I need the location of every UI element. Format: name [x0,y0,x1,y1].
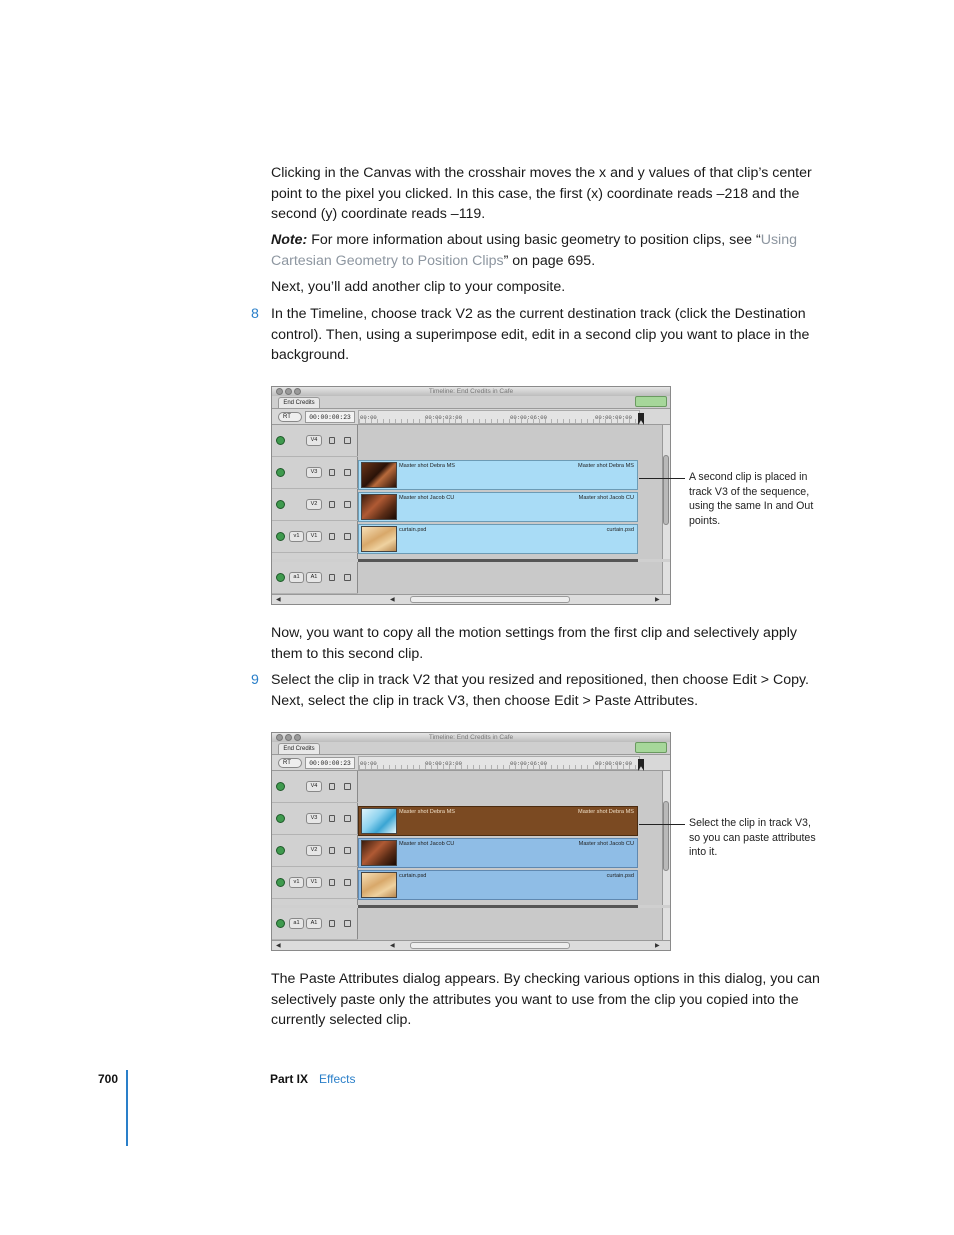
clip-name: Master shot Jacob CU [399,841,455,847]
track-destination-v4[interactable]: V4 [306,781,322,792]
clip-v2[interactable] [358,492,638,522]
video-scroll-thumb[interactable] [663,801,669,871]
track-destination-v3[interactable]: V3 [306,467,322,478]
ruler-label: 00:00 [360,414,377,421]
source-control-a1[interactable]: a1 [289,918,304,929]
sequence-tab[interactable]: End Credits [278,397,320,408]
timeline-bottom-bar [272,594,670,604]
lock-icon[interactable] [329,437,335,444]
track-row-a1 [272,908,358,940]
window-titlebar [272,733,670,742]
lock-icon[interactable] [329,879,335,886]
scroll-left-icon[interactable]: ◀ [390,943,395,949]
auto-select-icon[interactable] [344,501,351,508]
track-destination-v4[interactable]: V4 [306,435,322,446]
clip-name: curtain.psd [399,873,427,879]
rt-menu-button[interactable]: RT [278,412,302,422]
audio-track-controls [272,908,358,941]
track-destination-v1[interactable]: V1 [306,531,322,542]
track-row-v4 [272,425,358,457]
clip-thumbnail [361,462,397,488]
track-row-v4 [272,771,358,803]
track-row-v2 [272,835,358,867]
clip-name-end: Master shot Jacob CU [578,495,634,501]
auto-select-icon[interactable] [344,574,351,581]
lock-icon[interactable] [329,847,335,854]
window-title: Timeline: End Credits in Cafe [428,734,514,741]
clip-name-end: Master shot Debra MS [578,463,634,469]
window-buttons [276,734,301,741]
track-visibility-icon[interactable] [276,846,285,855]
clip-v3[interactable] [358,460,638,490]
track-visibility-icon[interactable] [276,436,285,445]
source-control-v1[interactable]: v1 [289,877,304,888]
track-area [272,771,670,905]
clip-v1[interactable] [358,524,638,554]
timeline-figure-1 [271,386,671,605]
scroll-right-icon[interactable]: ▶ [655,597,660,603]
note-paragraph [271,230,831,271]
track-visibility-icon[interactable] [276,814,285,823]
track-destination-v1[interactable]: V1 [306,877,322,888]
auto-select-icon[interactable] [344,879,351,886]
clip-name-end: Master shot Jacob CU [578,841,634,847]
timeline-figure-2 [271,732,671,951]
close-icon[interactable] [276,734,283,741]
auto-select-icon[interactable] [344,783,351,790]
footer-section-link[interactable]: Effects [319,1072,356,1086]
clip-thumbnail [361,840,397,866]
clip-name-end: curtain.psd [606,873,634,879]
horizontal-scroll-thumb[interactable] [410,596,570,603]
track-visibility-icon[interactable] [276,468,285,477]
page-number: 700 [98,1072,119,1086]
track-row-v2 [272,489,358,521]
timecode-field[interactable]: 00:00:00:23 [305,411,355,423]
paragraph-next-clip: Next, you’ll add another clip to your composite. [271,279,566,295]
track-visibility-icon[interactable] [276,782,285,791]
audio-scrollbar[interactable] [662,908,670,941]
note-label: Note: [271,232,308,248]
zoom-icon[interactable] [294,388,301,395]
source-control-a1[interactable]: a1 [289,572,304,583]
track-controls [272,771,358,905]
audio-enable-icon[interactable] [276,919,285,928]
time-ruler[interactable] [358,756,640,770]
track-row-a1 [272,562,358,594]
sequence-tab[interactable]: End Credits [278,743,320,754]
clip-thumbnail [361,526,397,552]
speaker-icon[interactable]: ◀ [276,597,281,603]
minimize-icon[interactable] [285,388,292,395]
audio-track-area [272,562,670,595]
track-area [272,425,670,559]
note-text-before: For more information about using basic geometry to position clips, see “ [307,232,761,248]
track-destination-v2[interactable]: V2 [306,845,322,856]
lock-icon[interactable] [329,501,335,508]
lock-icon[interactable] [329,783,335,790]
track-row-v3 [272,803,358,835]
source-control-v1[interactable]: v1 [289,531,304,542]
track-visibility-icon[interactable] [276,532,285,541]
clip-name: Master shot Jacob CU [399,495,455,501]
track-row-v3 [272,457,358,489]
step-9-text: Select the clip in track V2 that you resized and repositioned, then choose Edit > Copy. Next, select the clip in track V3, then choose Edit > Paste Attributes. [271,672,809,709]
lock-icon[interactable] [329,920,335,927]
lock-icon[interactable] [329,815,335,822]
zoom-icon[interactable] [294,734,301,741]
window-titlebar [272,387,670,396]
close-icon[interactable] [276,388,283,395]
zoom-control[interactable] [635,742,667,753]
minimize-icon[interactable] [285,734,292,741]
ruler-label: 00:00 [360,760,377,767]
track-visibility-icon[interactable] [276,878,285,887]
clip-v1[interactable] [358,870,638,900]
callout-figure-1: A second clip is placed in track V3 of the sequence, using the same In and Out points. [689,471,814,527]
track-row-v1 [272,867,358,899]
callout-line [639,478,685,479]
auto-select-icon[interactable] [344,815,351,822]
track-destination-v3[interactable]: V3 [306,813,322,824]
note-text-after: ” on page 695. [503,252,596,269]
ruler-label: 00:00:06:00 [510,760,547,767]
ruler-label: 00:00:03:00 [425,414,462,421]
auto-select-icon[interactable] [344,437,351,444]
video-scroll-thumb[interactable] [663,455,669,525]
clip-name-end: Master shot Debra MS [578,809,634,815]
track-visibility-icon[interactable] [276,500,285,509]
speaker-icon[interactable]: ◀ [276,943,281,949]
clip-name: Master shot Debra MS [399,809,455,815]
horizontal-scroll-thumb[interactable] [410,942,570,949]
clip-v2[interactable] [358,838,638,868]
timecode-field[interactable]: 00:00:00:23 [305,757,355,769]
auto-select-icon[interactable] [344,920,351,927]
time-ruler[interactable] [358,410,640,424]
footer-part: Part IX [270,1072,309,1086]
ruler-label: 00:00:06:00 [510,414,547,421]
track-destination-v2[interactable]: V2 [306,499,322,510]
zoom-control[interactable] [635,396,667,407]
audio-enable-icon[interactable] [276,573,285,582]
footer-rule [126,1070,128,1146]
scroll-left-icon[interactable]: ◀ [390,597,395,603]
audio-scrollbar[interactable] [662,562,670,595]
step-number-8: 8 [251,306,259,322]
clip-thumbnail [361,494,397,520]
clip-name: curtain.psd [399,527,427,533]
clip-thumbnail [361,808,397,834]
clip-v3-selected[interactable] [358,806,638,836]
window-buttons [276,388,301,395]
track-destination-a1[interactable]: A1 [306,572,322,583]
paragraph-canvas-crosshair: Clicking in the Canvas with the crosshair moves the x and y values of that clip’s center point to the pixel you clicked. In this case, the first (x) coordinate reads –218 and the second (y) coordinate reads –119. [271,165,812,222]
ruler-label: 00:00:09:00 [595,760,632,767]
cross-reference-link[interactable]: Using Cartesian Geometry to Position Clips [271,232,797,269]
callout-line [639,824,685,825]
timeline-bottom-bar [272,940,670,950]
callout-figure-2: Select the clip in track V3, so you can paste attributes into it. [689,817,816,859]
paragraph-paste-attributes: The Paste Attributes dialog appears. By checking various options in this dialog, you can selectively paste only the attributes you want to use from the clip you copied into the currently selected clip. [271,971,820,1028]
step-number-9: 9 [251,672,259,688]
rt-menu-button[interactable]: RT [278,758,302,768]
timeline-toolbar [272,408,670,425]
ruler-label: 00:00:03:00 [425,760,462,767]
audio-track-controls [272,562,358,595]
auto-select-icon[interactable] [344,469,351,476]
lock-icon[interactable] [329,574,335,581]
window-title: Timeline: End Credits in Cafe [428,388,514,395]
track-controls [272,425,358,559]
step-8-text: In the Timeline, choose track V2 as the current destination track (click the Destination control). Then, using a superimpose edit, edit in a second clip you want to place in the background. [271,306,810,363]
track-destination-a1[interactable]: A1 [306,918,322,929]
auto-select-icon[interactable] [344,533,351,540]
auto-select-icon[interactable] [344,847,351,854]
timeline-toolbar [272,754,670,771]
track-row-v1 [272,521,358,553]
scroll-right-icon[interactable]: ▶ [655,943,660,949]
ruler-label: 00:00:09:00 [595,414,632,421]
audio-track-area [272,908,670,941]
clip-thumbnail [361,872,397,898]
paragraph-copy-motion: Now, you want to copy all the motion settings from the first clip and selectively apply them to this second clip. [271,625,797,662]
clip-name-end: curtain.psd [606,527,634,533]
clip-name: Master shot Debra MS [399,463,455,469]
lock-icon[interactable] [329,533,335,540]
lock-icon[interactable] [329,469,335,476]
